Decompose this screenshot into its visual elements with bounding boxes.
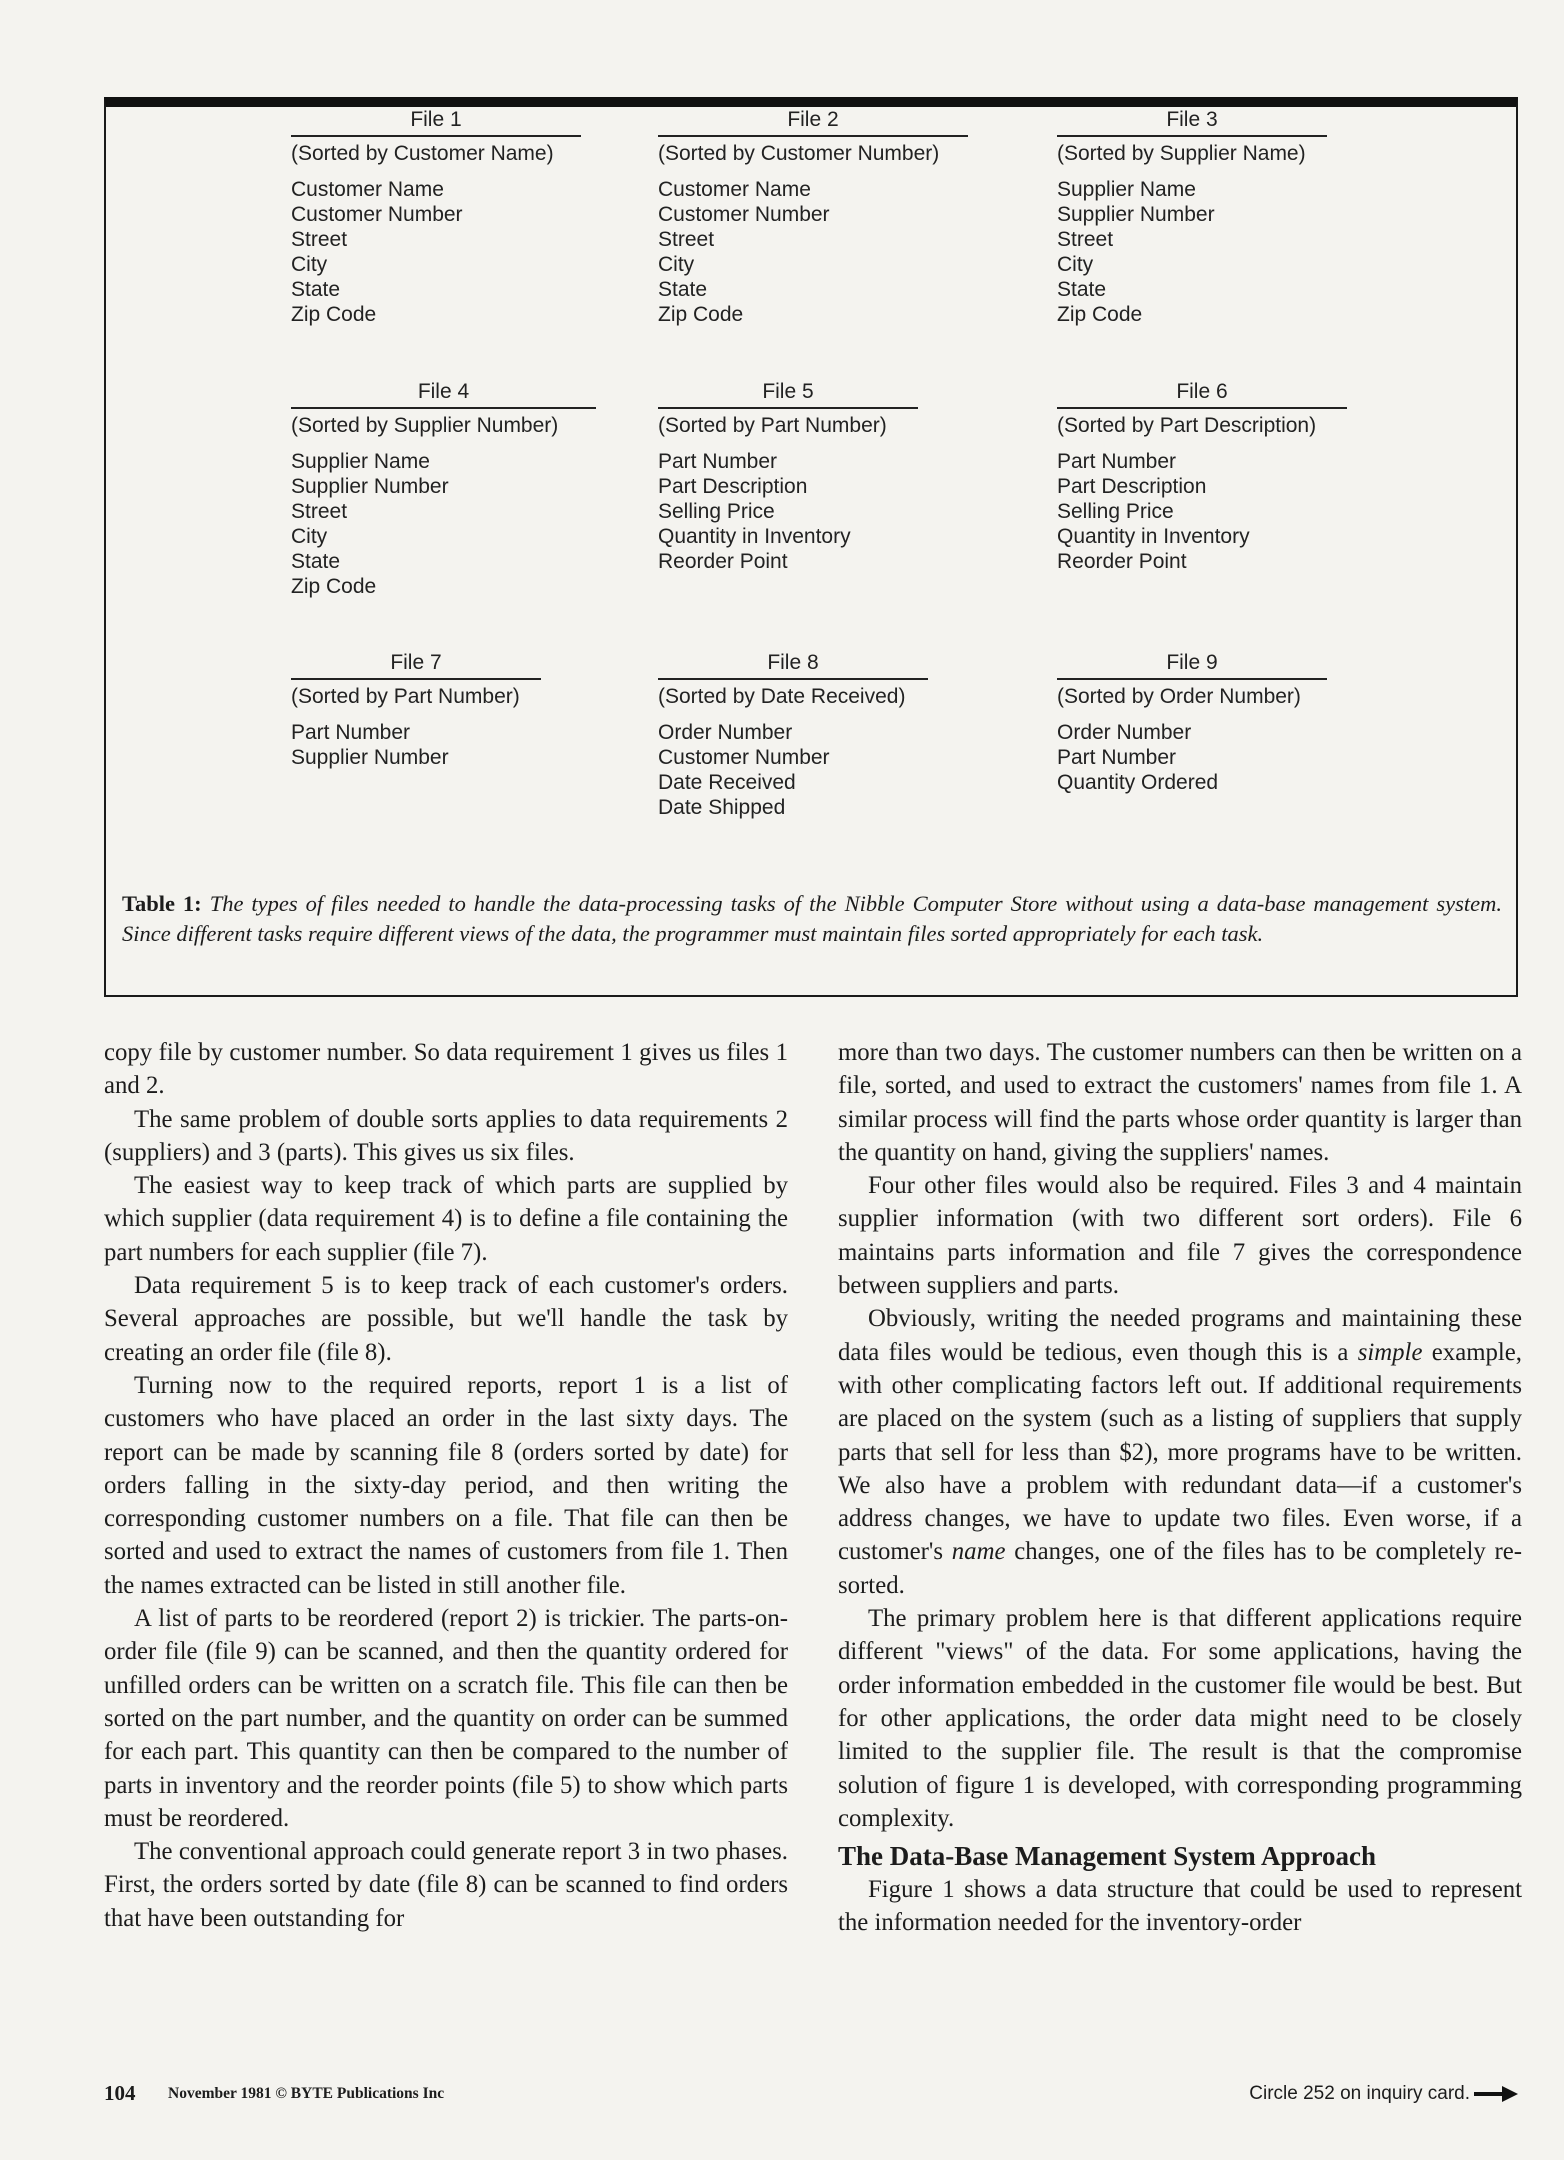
file-sort: (Sorted by Order Number) [1057, 685, 1301, 708]
file-sort: (Sorted by Customer Number) [658, 142, 940, 165]
file-4 [291, 379, 596, 599]
file-field: Part Description [658, 475, 808, 498]
file-sort: (Sorted by Supplier Name) [1057, 142, 1306, 165]
file-title: File 9 [1057, 650, 1327, 680]
right-arrow-icon [1474, 2084, 1518, 2104]
file-field: City [658, 253, 695, 276]
file-field: Zip Code [658, 303, 744, 326]
file-field: Quantity in Inventory [658, 525, 851, 548]
file-field: Zip Code [1057, 303, 1143, 326]
file-fields [658, 177, 968, 327]
file-field: Street [291, 228, 348, 251]
paragraph: The easiest way to keep track of which parts are supplied by which supplier (data requirement 4) is to define a file containing the part numbers for each supplier (file 7). [104, 1172, 788, 1266]
file-field: Quantity Ordered [1057, 771, 1219, 794]
file-fields [658, 720, 928, 820]
text-run: example, with other complicating factors left out. If additional requirements are placed on the system (such as a listing of suppliers that supply parts that sell for less than $2), more programs have to be written. We also have a problem with redundant data—if a customer's address changes, we have to update two files. Even worse, if a customer's [838, 1338, 1522, 1566]
file-field: City [291, 253, 328, 276]
emphasis-simple: simple [1357, 1338, 1423, 1366]
file-field: Customer Name [658, 178, 811, 201]
file-field: Reorder Point [658, 550, 788, 573]
text-run: Obviously, writing the needed programs and maintaining these data files would be tedious, even though this is a [838, 1305, 1522, 1366]
file-sort: (Sorted by Part Number) [291, 685, 520, 708]
file-fields [1057, 177, 1327, 327]
file-field: Customer Name [291, 178, 444, 201]
file-title: File 2 [658, 107, 968, 137]
inquiry-note: Circle 252 on inquiry card. [1249, 2083, 1470, 2104]
file-field: Selling Price [1057, 500, 1174, 523]
file-field: Supplier Name [291, 450, 430, 473]
paragraph [838, 1302, 1522, 1602]
left-column [104, 1036, 788, 1935]
paragraph: The conventional approach could generate report 3 in two phases. First, the orders sorted by date (file 8) can be scanned to find orders that have been outstanding for [104, 1838, 788, 1932]
paragraph: A list of parts to be reordered (report 2) is trickier. The parts-on-order file (file 9) can be scanned, and then the quantity ordered for unfilled orders can be written on a scratch file. This file can then be sorted on the part number, and the quantity on order can be summed for each part. This quantity can then be compared to the number of parts in inventory and the reorder points (file 5) to show which parts must be reordered. [104, 1605, 788, 1832]
file-title: File 4 [291, 379, 596, 409]
file-fields [658, 449, 918, 574]
file-sort: (Sorted by Part Description) [1057, 414, 1317, 437]
file-title: File 3 [1057, 107, 1327, 137]
file-field: Reorder Point [1057, 550, 1187, 573]
file-8 [658, 650, 928, 820]
file-title: File 8 [658, 650, 928, 680]
file-field: Supplier Name [1057, 178, 1196, 201]
paragraph: more than two days. The customer numbers can then be written on a file, sorted, and used to extract the customers' names from file 1. A similar process will find the parts whose order quantity is larger than the quantity on hand, giving the suppliers' names. [838, 1039, 1522, 1166]
file-field: Supplier Number [291, 746, 449, 769]
file-2 [658, 107, 968, 327]
file-field: Street [1057, 228, 1114, 251]
file-field: Zip Code [291, 303, 377, 326]
file-field: Street [291, 500, 348, 523]
file-title: File 6 [1057, 379, 1347, 409]
file-title: File 7 [291, 650, 541, 680]
file-field: City [1057, 253, 1094, 276]
emphasis-name: name [951, 1538, 1006, 1566]
caption-label: Table 1: [122, 891, 202, 916]
file-field: Customer Number [291, 203, 463, 226]
file-9 [1057, 650, 1327, 795]
file-field: State [291, 278, 341, 301]
file-field: State [1057, 278, 1107, 301]
paragraph: The primary problem here is that different applications require different "views" of the data. For some applications, having the order information embedded in the customer file would be best. But for other applications, the order data might need to be closely limited to the supplier file. The result is that the compromise solution of figure 1 is developed, with corresponding programming complexity. [838, 1605, 1522, 1832]
right-column [838, 1036, 1522, 1940]
file-field: Supplier Number [291, 475, 449, 498]
file-fields [1057, 720, 1327, 795]
file-title: File 5 [658, 379, 918, 409]
file-5 [658, 379, 918, 574]
file-field: Quantity in Inventory [1057, 525, 1250, 548]
paragraph: Data requirement 5 is to keep track of each customer's orders. Several approaches are possible, but we'll handle the task by creating an order file (file 8). [104, 1272, 788, 1366]
page-footer [104, 2081, 1518, 2111]
file-field: Zip Code [291, 575, 377, 598]
paragraph: Figure 1 shows a data structure that could be used to represent the information needed for the inventory-order [838, 1876, 1522, 1937]
file-field: Date Shipped [658, 796, 786, 819]
paragraph: Turning now to the required reports, report 1 is a list of customers who have placed an order in the last sixty days. The report can be made by scanning file 8 (orders sorted by date) for orders falling in the sixty-day period, and then writing the corresponding customer numbers on a file. That file can then be sorted and used to extract the names of customers from file 1. Then the names extracted can be listed in still another file. [104, 1371, 788, 1599]
file-field: Part Number [1057, 450, 1177, 473]
file-6 [1057, 379, 1347, 574]
file-field: Part Number [291, 721, 411, 744]
file-sort: (Sorted by Date Received) [658, 685, 906, 708]
caption-text: The types of files needed to handle the data-processing tasks of the Nibble Computer Store without using a data-base management system. Since different tasks require different views of the data, the programmer must maintain files sorted appropriately for each task. [122, 891, 1503, 946]
file-fields [291, 177, 581, 327]
file-field: Part Description [1057, 475, 1207, 498]
file-1 [291, 107, 581, 327]
file-fields [291, 720, 541, 770]
file-field: Part Number [658, 450, 778, 473]
text-run: changes, one of the files has to be completely re-sorted. [838, 1538, 1523, 1599]
file-7 [291, 650, 541, 770]
table-caption [122, 889, 1502, 949]
file-field: State [658, 278, 708, 301]
file-field: Street [658, 228, 715, 251]
file-field: Customer Number [658, 746, 830, 769]
page-number: 104 [104, 2081, 136, 2105]
file-field: Customer Number [658, 203, 830, 226]
file-field: City [291, 525, 328, 548]
file-field: Selling Price [658, 500, 775, 523]
paragraph: The same problem of double sorts applies to data requirements 2 (suppliers) and 3 (parts). This gives us six files. [104, 1105, 788, 1166]
file-field: Part Number [1057, 746, 1177, 769]
file-fields [291, 449, 596, 599]
file-3 [1057, 107, 1327, 327]
table-1-box [104, 97, 1518, 997]
paragraph: Four other files would also be required. Files 3 and 4 maintain supplier information (with two different sort orders). File 6 maintains parts information and file 7 gives the correspondence between suppliers and parts. [838, 1172, 1522, 1300]
file-sort: (Sorted by Part Number) [658, 414, 887, 437]
file-fields [1057, 449, 1347, 574]
section-heading: The Data-Base Management System Approach [838, 1841, 1376, 1872]
file-sort: (Sorted by Supplier Number) [291, 414, 559, 437]
file-sort: (Sorted by Customer Name) [291, 142, 554, 165]
file-field: State [291, 550, 341, 573]
paragraph: copy file by customer number. So data requirement 1 gives us files 1 and 2. [104, 1039, 788, 1100]
publication-line: November 1981 © BYTE Publications Inc [168, 2085, 445, 2102]
file-field: Supplier Number [1057, 203, 1215, 226]
file-field: Date Received [658, 771, 796, 794]
file-title: File 1 [291, 107, 581, 137]
file-field: Order Number [658, 721, 793, 744]
file-field: Order Number [1057, 721, 1192, 744]
